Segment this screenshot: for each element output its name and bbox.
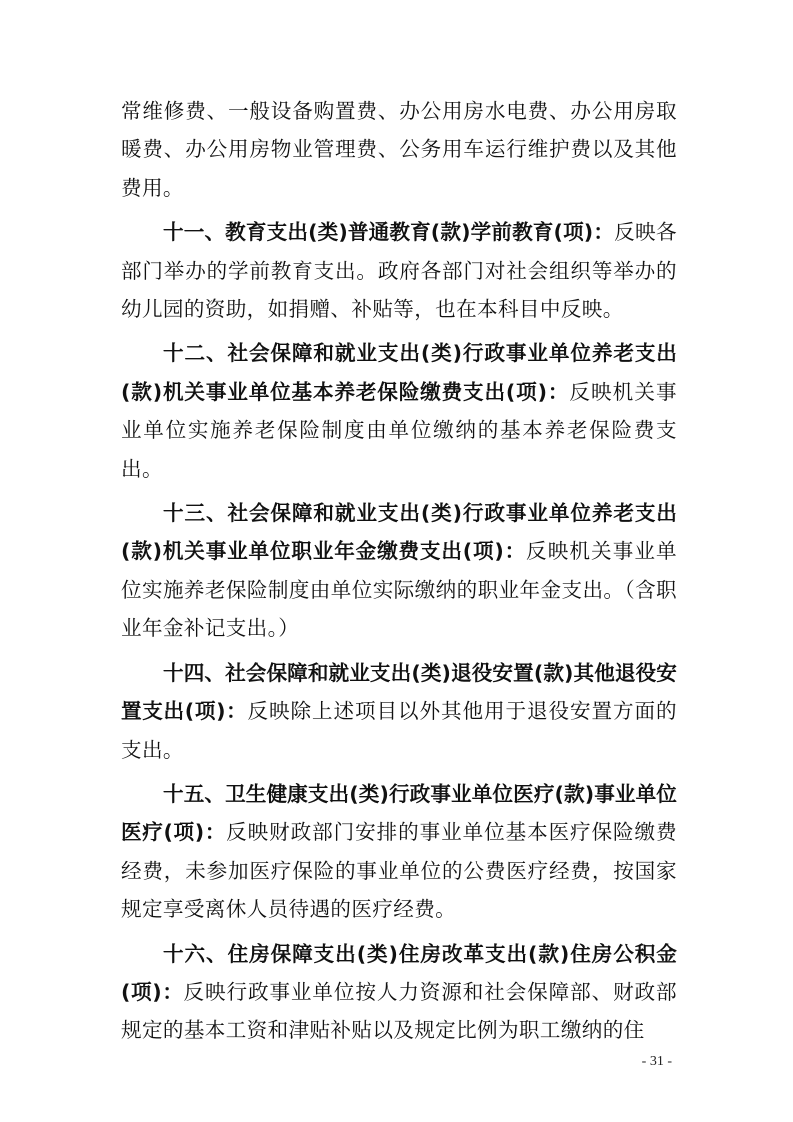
section-item-13: [121, 494, 677, 648]
section-body: 反映行政事业单位按人力资源和社会保障部、财政部规定的基本工资和津贴补贴以及规定比例为职工缴纳的住: [121, 979, 677, 1043]
section-body: 反映除上述项目以外其他用于退役安置方面的支出。: [121, 699, 677, 762]
section-heading: 十三、社会保障和就业支出(类)行政事业单位养老支出(款)机关事业单位职业年金缴费支出(项)：: [121, 501, 677, 564]
section-heading: 十一、教育支出(类)普通教育(款)学前教育(项)：: [163, 220, 615, 245]
section-body: 反映机关事业单位实施养老保险制度由单位实际缴纳的职业年金支出。（含职业年金补记支出。）: [121, 539, 677, 641]
intro-paragraph: 常维修费、一般设备购置费、办公用房水电费、办公用房取暖费、办公用房物业管理费、公务用车运行维护费以及其他费用。: [121, 99, 677, 200]
section-body: 反映各部门举办的学前教育支出。政府各部门对社会组织等举办的幼儿园的资助，如捐赠、补贴等，也在本科目中反映。: [121, 220, 677, 322]
page-number: - 31 -: [641, 1054, 672, 1069]
section-heading: 十六、住房保障支出(类)住房改革支出(款)住房公积金(项)：: [121, 941, 677, 1004]
section-item-14: [121, 654, 677, 769]
document-page: [121, 92, 677, 1050]
section-item-15: [121, 775, 677, 929]
section-item-12: [121, 334, 677, 488]
section-body: 反映财政部门安排的事业单位基本医疗保险缴费经费，未参加医疗保险的事业单位的公费医疗经费，按国家规定享受离休人员待遇的医疗经费。: [121, 820, 677, 922]
section-heading: 十二、社会保障和就业支出(类)行政事业单位养老支出(款)机关事业单位基本养老保险缴费支出(项)：: [121, 341, 677, 404]
section-body: 反映机关事业单位实施养老保险制度由单位缴纳的基本养老保险费支出。: [121, 379, 678, 481]
section-item-11: [121, 213, 677, 328]
section-heading: 十五、卫生健康支出(类)行政事业单位医疗(款)事业单位医疗(项)：: [121, 781, 678, 845]
section-heading: 十四、社会保障和就业支出(类)退役安置(款)其他退役安置支出(项)：: [121, 660, 678, 724]
section-item-16: [121, 935, 677, 1050]
